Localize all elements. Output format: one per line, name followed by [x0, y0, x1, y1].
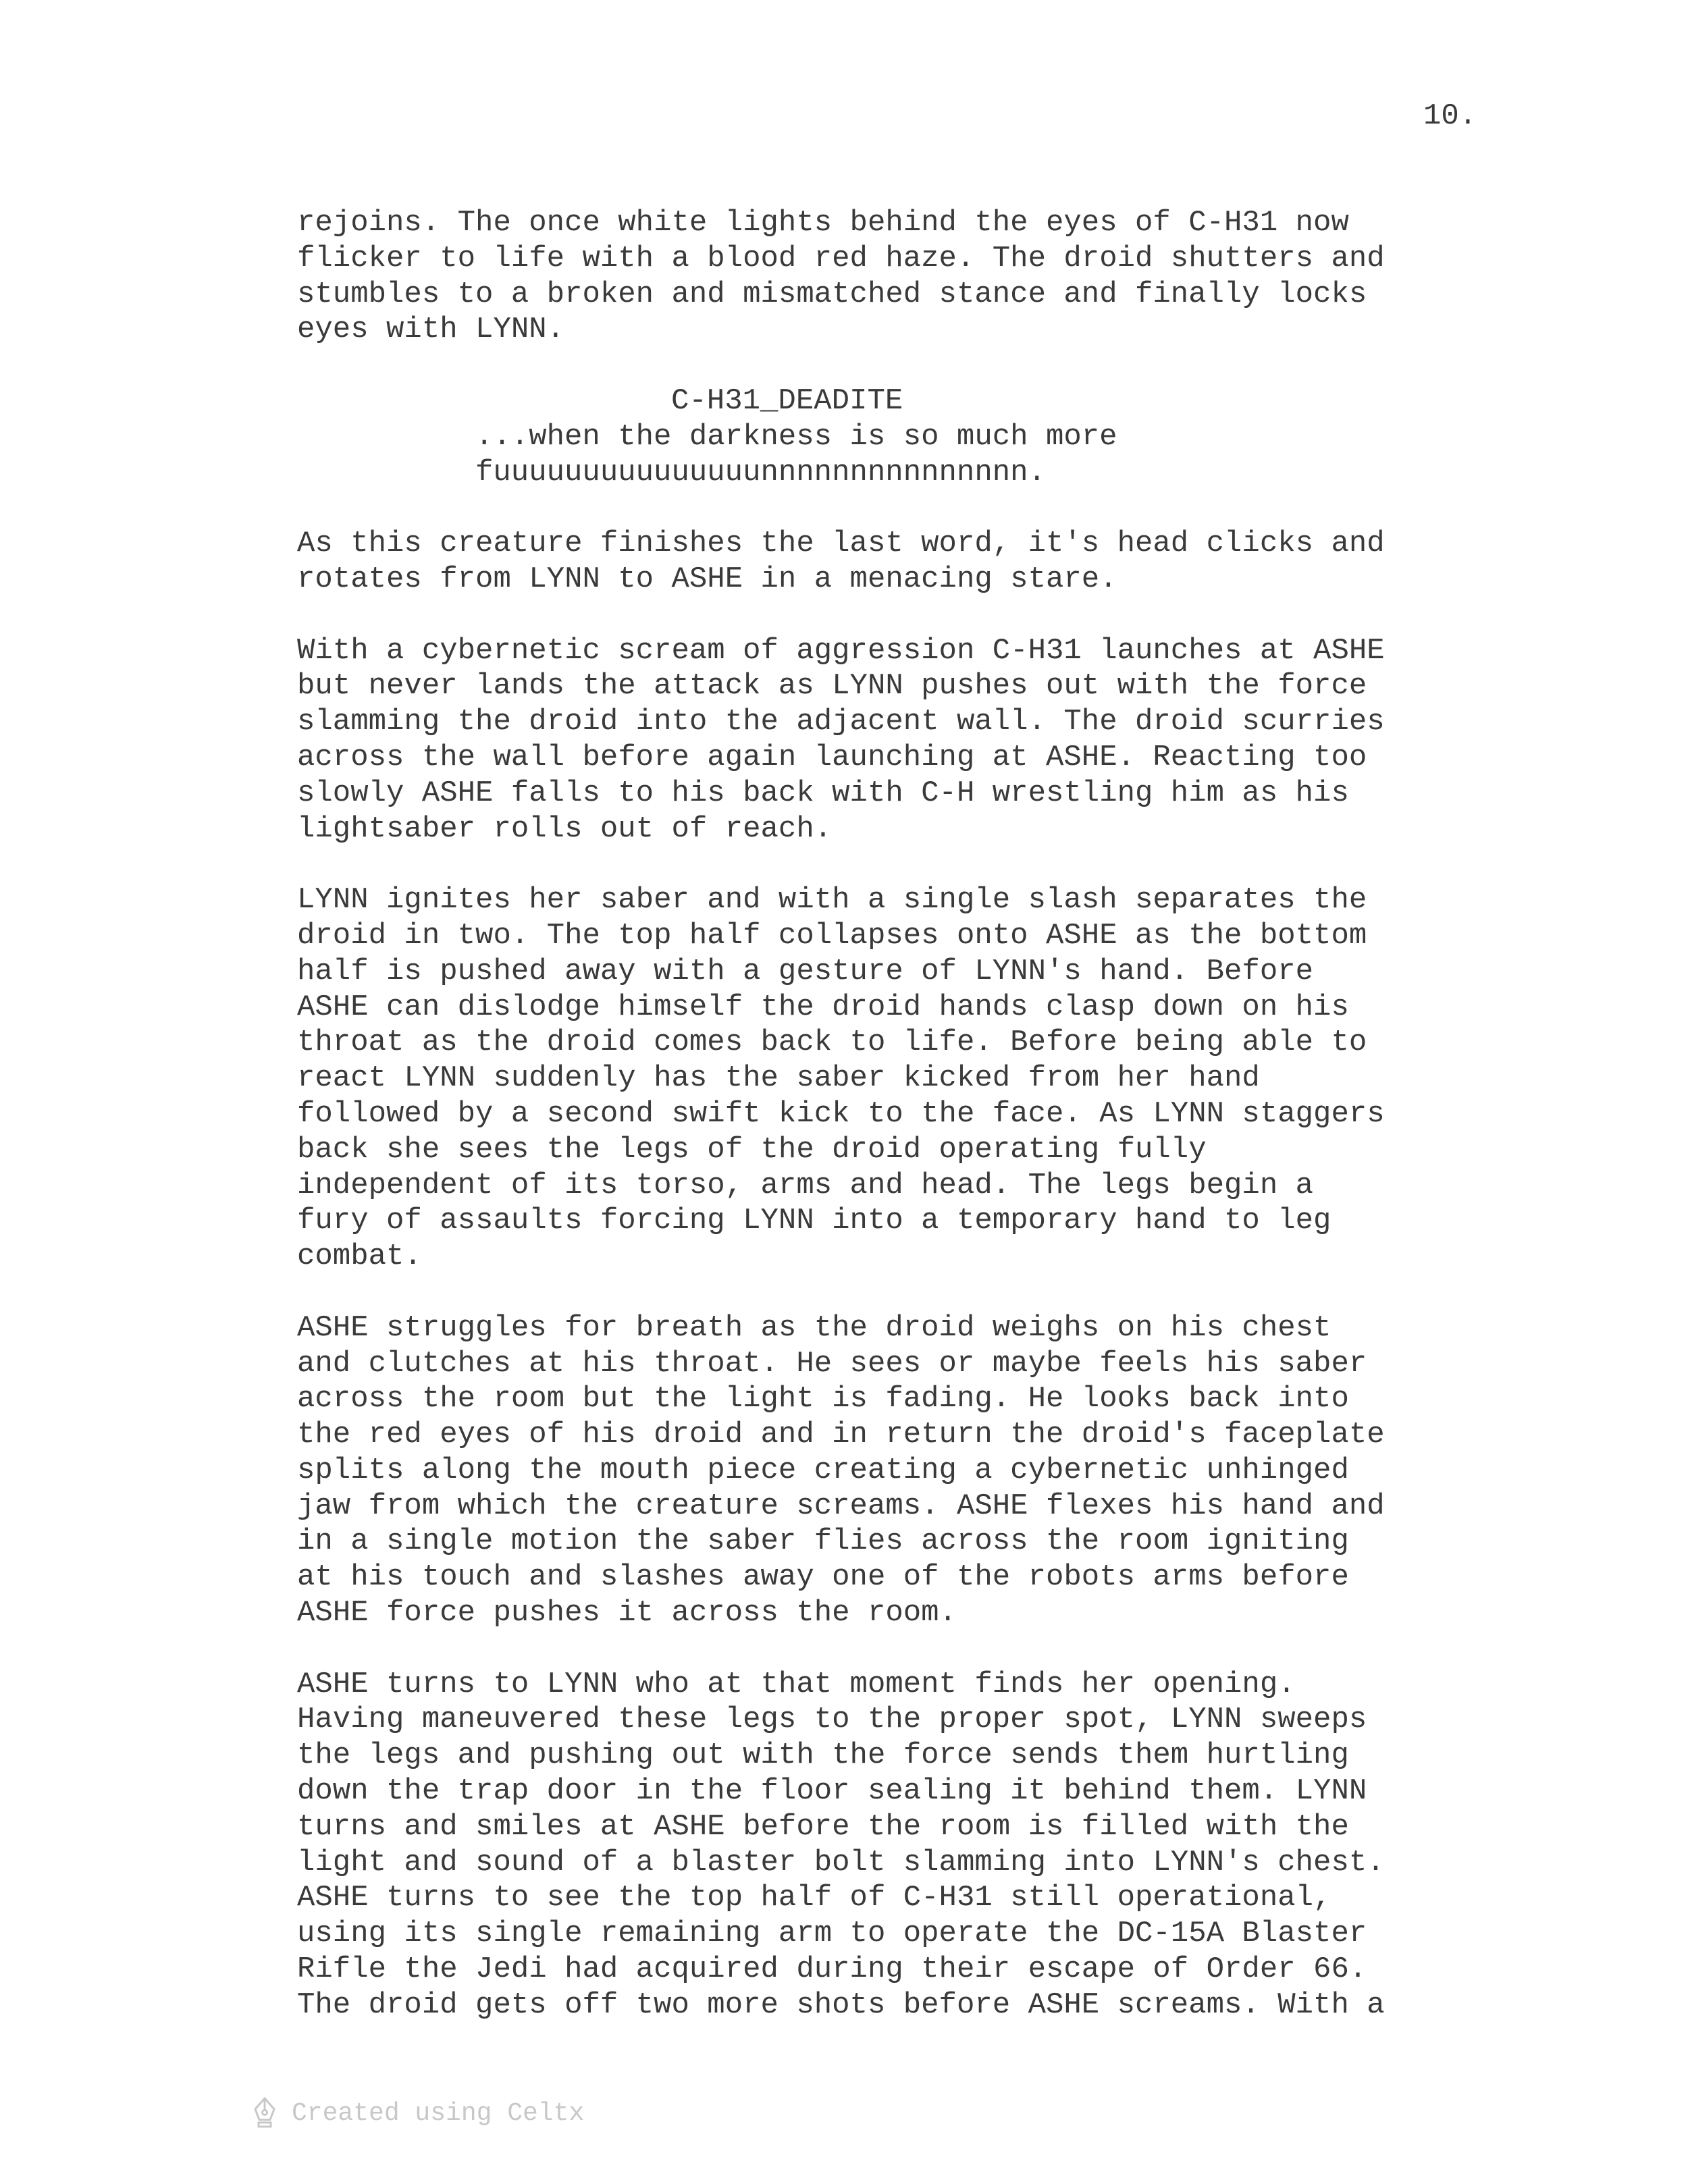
action-line: at his touch and slashes away one of the robots arms before [297, 1560, 1349, 1595]
action-line: flicker to life with a blood red haze. The droid shutters and [297, 241, 1385, 275]
action-line: ASHE turns to LYNN who at that moment finds her opening. [297, 1667, 1296, 1701]
action-line: and clutches at his throat. He sees or maybe feels his saber [297, 1346, 1367, 1381]
action-line: ASHE struggles for breath as the droid weighs on his chest [297, 1310, 1331, 1345]
action-line: the legs and pushing out with the force sends them hurtling [297, 1738, 1349, 1773]
action-line: back she sees the legs of the droid operating fully [297, 1132, 1207, 1167]
action-line: splits along the mouth piece creating a cybernetic unhinged [297, 1453, 1349, 1487]
action-line: across the wall before again launching at ASHE. Reacting too [297, 740, 1367, 774]
action-line: across the room but the light is fading. He looks back into [297, 1382, 1349, 1416]
action-line: With a cybernetic scream of aggression C-H31 launches at ASHE [297, 633, 1385, 668]
action-block [297, 882, 1526, 1275]
action-line: slowly ASHE falls to his back with C-H wrestling him as his [297, 776, 1349, 810]
action-line: the red eyes of his droid and in return the droid's faceplate [297, 1418, 1385, 1452]
action-line: rejoins. The once white lights behind the eyes of C-H31 now [297, 206, 1349, 240]
action-line: As this creature finishes the last word, it's head clicks and [297, 527, 1385, 561]
action-block [297, 526, 1526, 597]
dialogue-block [297, 383, 1526, 490]
action-line: Having maneuvered these legs to the proper spot, LYNN sweeps [297, 1703, 1367, 1737]
action-line: light and sound of a blaster bolt slamming into LYNN's chest. [297, 1845, 1385, 1880]
action-line: down the trap door in the floor sealing it behind them. LYNN [297, 1774, 1367, 1809]
action-line: ASHE turns to see the top half of C-H31 still operational, [297, 1881, 1331, 1915]
page-number: 10. [1423, 99, 1477, 133]
action-line: stumbles to a broken and mismatched stance and finally locks [297, 277, 1367, 311]
action-line: The droid gets off two more shots before ASHE screams. With a [297, 1988, 1385, 2022]
action-line: react LYNN suddenly has the saber kicked from her hand [297, 1061, 1260, 1096]
action-line: fury of assaults forcing LYNN into a temporary hand to leg [297, 1204, 1331, 1238]
action-block [297, 1667, 1526, 2023]
footer-text: Created using Celtx [292, 2098, 585, 2128]
action-line: in a single motion the saber flies across the room igniting [297, 1524, 1349, 1559]
action-line: ASHE can dislodge himself the droid hands clasp down on his [297, 990, 1349, 1024]
dialogue-line: fuuuuuuuuuuuuuuunnnnnnnnnnnnnnn. [475, 455, 1046, 489]
action-line: but never lands the attack as LYNN pushes out with the force [297, 669, 1367, 703]
action-line: followed by a second swift kick to the face. As LYNN staggers [297, 1096, 1385, 1131]
action-line: rotates from LYNN to ASHE in a menacing stare. [297, 562, 1117, 596]
action-block [297, 633, 1526, 847]
script-body [297, 205, 1526, 2023]
action-line: eyes with LYNN. [297, 313, 565, 347]
action-line: slamming the droid into the adjacent wall. The droid scurries [297, 705, 1385, 739]
action-line: Rifle the Jedi had acquired during their escape of Order 66. [297, 1952, 1367, 1987]
action-block [297, 1310, 1526, 1631]
action-line: independent of its torso, arms and head. The legs begin a [297, 1168, 1314, 1202]
action-line: lightsaber rolls out of reach. [297, 811, 833, 846]
pen-nib-icon [251, 2096, 278, 2131]
action-block [297, 205, 1526, 348]
action-line: ASHE force pushes it across the room. [297, 1596, 957, 1630]
action-line: half is pushed away with a gesture of LYNN's hand. Before [297, 954, 1314, 988]
action-line: combat. [297, 1240, 422, 1274]
dialogue-line: ...when the darkness is so much more [475, 419, 1117, 454]
action-line: jaw from which the creature screams. ASHE flexes his hand and [297, 1489, 1385, 1523]
action-line: turns and smiles at ASHE before the room is filled with the [297, 1809, 1349, 1844]
character-name: C-H31_DEADITE [671, 383, 903, 418]
celtx-footer [251, 2096, 584, 2131]
action-line: using its single remaining arm to operate the DC-15A Blaster [297, 1917, 1367, 1951]
action-line: throat as the droid comes back to life. Before being able to [297, 1026, 1367, 1060]
action-line: droid in two. The top half collapses onto ASHE as the bottom [297, 918, 1367, 953]
action-line: LYNN ignites her saber and with a single slash separates the [297, 883, 1367, 917]
